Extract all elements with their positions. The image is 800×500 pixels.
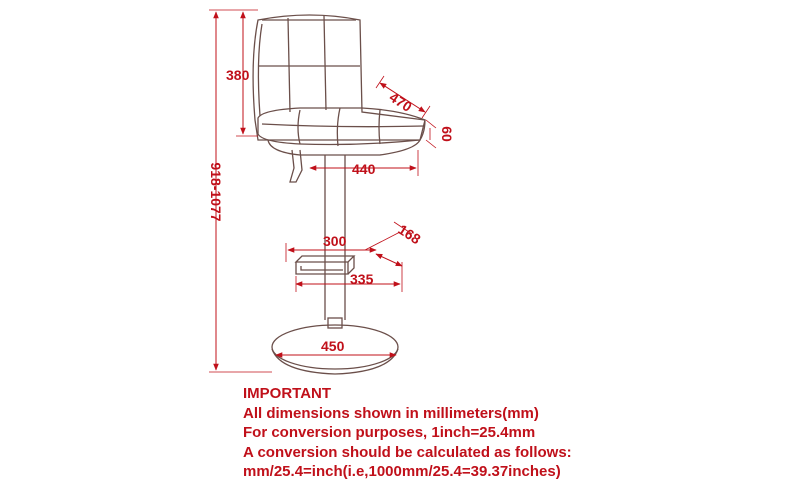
notes-line-3: A conversion should be calculated as follows: xyxy=(243,443,572,461)
dim-base-diameter: 450 xyxy=(321,338,345,354)
dim-seat-depth: 470 xyxy=(386,88,415,115)
notes-heading: IMPORTANT xyxy=(243,385,332,402)
dim-footrest-outer: 335 xyxy=(350,271,374,287)
dim-footrest-depth: 168 xyxy=(395,221,424,248)
dim-total-height: 918-1077 xyxy=(208,162,224,222)
notes-line-4: mm/25.4=inch(i.e,1000mm/25.4=39.37inches) xyxy=(243,463,561,480)
seat-cushion xyxy=(258,108,425,155)
dim-seat-width: 440 xyxy=(352,161,376,177)
backrest xyxy=(253,15,425,140)
important-notes xyxy=(243,384,572,482)
dim-footrest-inner: 300 xyxy=(323,233,347,249)
dimension-lines xyxy=(209,10,436,372)
dim-back-height: 380 xyxy=(226,67,250,83)
stool-drawing xyxy=(253,15,425,374)
dimension-labels xyxy=(208,67,455,354)
notes-line-2: For conversion purposes, 1inch=25.4mm xyxy=(243,424,536,441)
notes-line-1: All dimensions shown in millimeters(mm) xyxy=(243,404,539,422)
dim-seat-thickness: 60 xyxy=(439,126,455,142)
